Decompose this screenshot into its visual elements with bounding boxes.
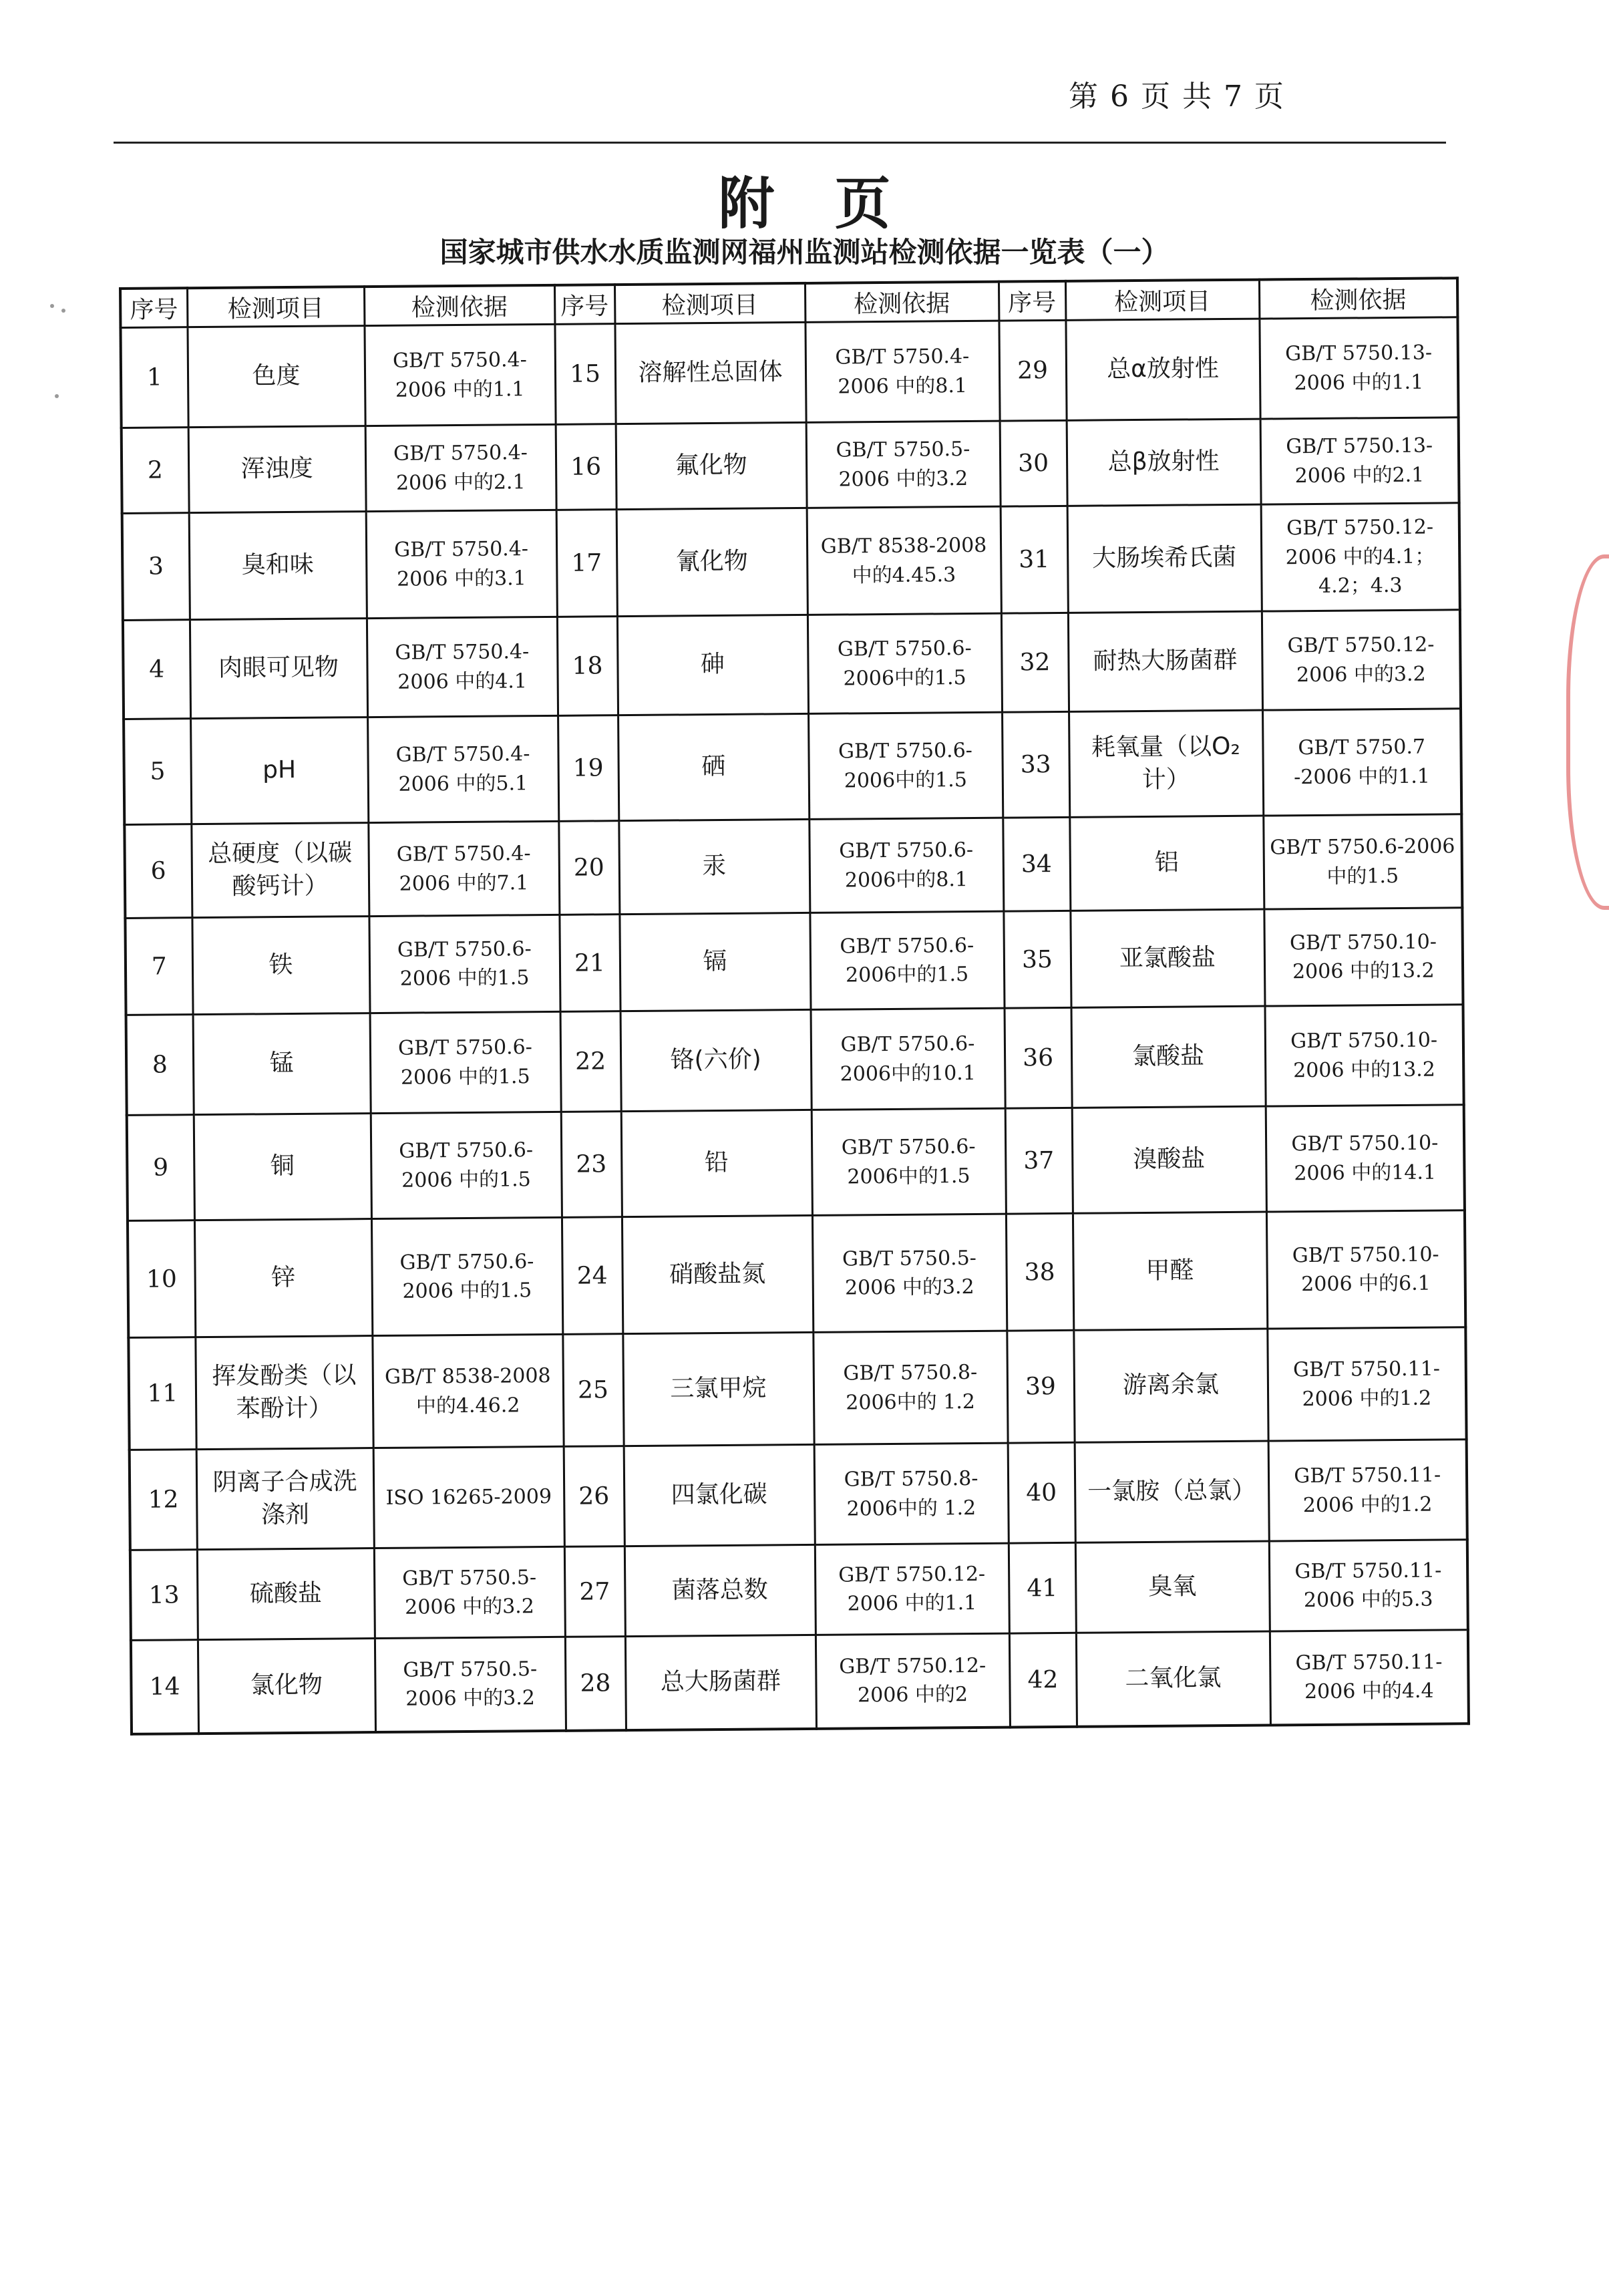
cell-item: 硫酸盐 (197, 1548, 375, 1640)
header-item-2: 检测项目 (614, 283, 805, 324)
cell-item: 溴酸盐 (1072, 1106, 1266, 1213)
cell-basis: GB/T 5750.12-2006 中的4.1；4.2；4.3 (1261, 503, 1460, 611)
table-row (131, 1630, 1469, 1734)
cell-basis: GB/T 5750.11-2006 中的5.3 (1269, 1540, 1468, 1631)
cell-item: 色度 (187, 326, 365, 428)
header-basis-3: 检测依据 (1259, 278, 1457, 319)
table-row (124, 814, 1462, 919)
cell-no: 38 (1006, 1213, 1073, 1331)
cell-basis: GB/T 5750.10-2006 中的13.2 (1264, 908, 1463, 1006)
cell-no: 39 (1007, 1330, 1074, 1443)
table-row (122, 418, 1459, 514)
table-row (127, 1105, 1465, 1221)
cell-basis: GB/T 5750.5-2006 中的3.2 (374, 1546, 565, 1638)
cell-item: 总大肠菌群 (625, 1635, 816, 1730)
table-row (128, 1210, 1465, 1338)
red-seal-stamp (1566, 554, 1609, 910)
cell-no: 37 (1005, 1108, 1073, 1214)
cell-item: 铁 (192, 917, 369, 1015)
cell-basis: GB/T 5750.5-2006 中的3.2 (812, 1214, 1007, 1332)
cell-no: 13 (130, 1550, 198, 1641)
cell-basis: GB/T 5750.6-2006中的1.5 (808, 712, 1003, 819)
cell-basis: GB/T 8538-2008 中的4.46.2 (372, 1334, 563, 1448)
table-row (126, 1005, 1464, 1116)
cell-item: 阴离子合成洗涤剂 (196, 1448, 374, 1550)
cell-basis: GB/T 5750.6-2006 中的1.5 (371, 1217, 562, 1335)
cell-item: 铜 (194, 1114, 371, 1220)
cell-no: 22 (560, 1011, 621, 1112)
cell-no: 14 (131, 1640, 198, 1734)
cell-basis: GB/T 5750.13-2006 中的2.1 (1260, 418, 1459, 504)
cell-item: 浑浊度 (188, 426, 366, 513)
scan-speck (55, 394, 59, 398)
cell-no: 6 (124, 824, 192, 919)
cell-item: 镉 (619, 913, 810, 1011)
cell-no: 8 (126, 1015, 194, 1116)
cell-basis: GB/T 5750.10-2006 中的14.1 (1266, 1105, 1465, 1212)
cell-no: 27 (564, 1546, 625, 1637)
cell-basis: GB/T 5750.11-2006 中的4.4 (1270, 1630, 1469, 1725)
cell-no: 42 (1009, 1633, 1077, 1727)
cell-basis: GB/T 5750.8-2006中的 1.2 (813, 1331, 1007, 1444)
table-row (122, 503, 1460, 621)
table-row (130, 1540, 1468, 1641)
table-row (128, 1327, 1466, 1450)
cell-no: 35 (1003, 911, 1071, 1008)
cell-item: 二氧化氯 (1076, 1631, 1270, 1726)
cell-item: 总α放射性 (1065, 319, 1260, 420)
header-no-3: 序号 (999, 281, 1065, 321)
cell-basis: GB/T 5750.6-2006 中的1.5 (370, 1011, 561, 1113)
cell-item: 总硬度（以碳酸钙计） (191, 823, 369, 918)
cell-item: 耗氧量（以O₂计） (1069, 710, 1263, 817)
cell-item: 三氯甲烷 (622, 1332, 814, 1446)
cell-basis: GB/T 5750.4-2006 中的3.1 (366, 510, 557, 618)
cell-item: 锰 (193, 1013, 371, 1115)
cell-basis: GB/T 5750.6-2006中的8.1 (809, 818, 1003, 913)
page-number: 第 6 页 共 7 页 (1069, 79, 1285, 114)
cell-basis: GB/T 5750.5-2006 中的3.2 (806, 421, 1001, 508)
header-basis-2: 检测依据 (805, 282, 999, 323)
cell-basis: GB/T 5750.7 -2006 中的1.1 (1262, 709, 1461, 816)
cell-no: 31 (1001, 506, 1068, 613)
cell-no: 32 (1001, 613, 1069, 712)
cell-no: 17 (556, 510, 617, 617)
table-row (130, 1440, 1467, 1550)
cell-basis: GB/T 5750.6-2006中的10.1 (811, 1008, 1005, 1110)
header-no-1: 序号 (120, 288, 187, 327)
cell-basis: GB/T 8538-2008中的4.45.3 (807, 506, 1001, 615)
cell-no: 36 (1005, 1007, 1072, 1108)
cell-item: 甲醛 (1073, 1212, 1267, 1330)
cell-basis: GB/T 5750.6-2006中的1.5 (808, 613, 1002, 713)
cell-item: 铬(六价) (620, 1009, 812, 1111)
cell-basis: GB/T 5750.5-2006 中的3.2 (375, 1637, 566, 1732)
header-no-2: 序号 (554, 285, 614, 324)
cell-no: 33 (1002, 711, 1069, 818)
cell-no: 9 (127, 1115, 194, 1221)
cell-no: 1 (120, 327, 188, 428)
cell-item: 四氯化碳 (624, 1444, 815, 1546)
cell-no: 11 (128, 1337, 196, 1450)
header-rule (114, 142, 1446, 144)
cell-item: 游离余氯 (1073, 1329, 1268, 1442)
cell-basis: ISO 16265-2009 (373, 1446, 564, 1548)
cell-item: 氟化物 (616, 422, 807, 509)
cell-no: 4 (123, 620, 190, 719)
cell-no: 10 (128, 1220, 195, 1338)
cell-item: 臭氧 (1075, 1541, 1270, 1633)
cell-item: 砷 (617, 615, 808, 715)
scan-speck (50, 304, 54, 308)
cell-item: 锌 (194, 1219, 372, 1337)
cell-no: 15 (554, 324, 615, 425)
cell-no: 3 (122, 513, 190, 621)
cell-no: 24 (562, 1217, 622, 1335)
cell-item: 硒 (618, 713, 809, 820)
cell-item: 臭和味 (189, 512, 367, 620)
cell-item: 铅 (621, 1110, 812, 1216)
cell-item: 一氯胺（总氯） (1075, 1441, 1269, 1542)
cell-basis: GB/T 5750.10-2006 中的6.1 (1266, 1210, 1465, 1329)
page-title: 附页 (718, 171, 951, 236)
cell-no: 34 (1003, 817, 1070, 911)
scan-speck (61, 309, 65, 313)
table-row (125, 908, 1463, 1015)
cell-basis: GB/T 5750.10-2006 中的13.2 (1265, 1005, 1464, 1106)
cell-item: 氯酸盐 (1071, 1006, 1266, 1108)
cell-basis: GB/T 5750.6-2006 中的1.5 (369, 915, 560, 1013)
cell-item: 氰化物 (616, 508, 808, 616)
cell-basis: GB/T 5750.12-2006 中的3.2 (1262, 610, 1461, 710)
cell-no: 5 (124, 719, 191, 825)
cell-item: 铝 (1069, 816, 1264, 911)
header-item-3: 检测项目 (1065, 280, 1259, 321)
cell-item: 溶解性总固体 (614, 322, 806, 424)
cell-no: 2 (122, 428, 189, 514)
table-title: 国家城市供水水质监测网福州监测站检测依据一览表（一） (439, 236, 1170, 269)
cell-basis: GB/T 5750.8-2006中的 1.2 (814, 1443, 1009, 1544)
cell-no: 20 (558, 821, 619, 915)
cell-no: 40 (1008, 1442, 1075, 1543)
cell-basis: GB/T 5750.6-2006中的1.5 (810, 911, 1004, 1009)
cell-item: 挥发酚类（以苯酚计） (195, 1336, 373, 1450)
cell-item: 氯化物 (198, 1639, 375, 1734)
cell-no: 19 (558, 715, 618, 822)
cell-item: pH (190, 717, 368, 824)
cell-basis: GB/T 5750.4-2006 中的2.1 (365, 424, 556, 511)
cell-item: 肉眼可见物 (190, 619, 367, 719)
table-row (120, 317, 1458, 428)
cell-basis: GB/T 5750.12-2006 中的1.1 (815, 1543, 1009, 1635)
testing-basis-table (119, 277, 1470, 1735)
cell-basis: GB/T 5750.11-2006 中的1.2 (1267, 1327, 1466, 1441)
cell-no: 29 (999, 320, 1066, 421)
cell-no: 30 (1000, 420, 1067, 506)
cell-no: 26 (564, 1446, 624, 1547)
table-row (123, 610, 1461, 719)
cell-basis: GB/T 5750.6-2006 中的1.5 (1263, 814, 1462, 909)
cell-item: 耐热大肠菌群 (1068, 611, 1262, 711)
header-basis-1: 检测依据 (364, 285, 554, 326)
table-row (124, 709, 1461, 825)
cell-item: 菌落总数 (624, 1544, 816, 1636)
cell-basis: GB/T 5750.4-2006 中的5.1 (367, 715, 558, 822)
cell-no: 21 (559, 915, 620, 1012)
cell-item: 汞 (618, 819, 810, 914)
cell-basis: GB/T 5750.12-2006 中的2 (816, 1633, 1010, 1728)
cell-no: 25 (562, 1334, 623, 1447)
cell-basis: GB/T 5750.4-2006 中的4.1 (367, 617, 558, 717)
cell-no: 12 (130, 1450, 197, 1550)
cell-basis: GB/T 5750.4-2006 中的8.1 (805, 321, 999, 422)
cell-no: 7 (125, 918, 192, 1015)
cell-item: 总β放射性 (1067, 419, 1261, 506)
cell-basis: GB/T 5750.6-2006 中的1.5 (371, 1112, 562, 1218)
cell-no: 23 (561, 1112, 622, 1218)
cell-no: 41 (1009, 1542, 1076, 1633)
cell-no: 16 (556, 424, 616, 510)
cell-basis: GB/T 5750.6-2006中的1.5 (812, 1108, 1006, 1215)
cell-item: 大肠埃希氏菌 (1067, 504, 1262, 613)
table-body (120, 317, 1468, 1734)
cell-basis: GB/T 5750.4-2006 中的7.1 (368, 821, 559, 916)
cell-item: 亚氯酸盐 (1070, 909, 1264, 1007)
cell-basis: GB/T 5750.11-2006 中的1.2 (1268, 1440, 1467, 1541)
cell-basis: GB/T 5750.4-2006 中的1.1 (364, 324, 555, 426)
cell-no: 28 (565, 1637, 626, 1731)
header-item-1: 检测项目 (187, 287, 364, 327)
cell-no: 18 (557, 617, 618, 716)
cell-basis: GB/T 5750.13-2006 中的1.1 (1259, 317, 1458, 419)
table-wrapper (119, 277, 1467, 1735)
cell-item: 硝酸盐氮 (622, 1215, 813, 1333)
